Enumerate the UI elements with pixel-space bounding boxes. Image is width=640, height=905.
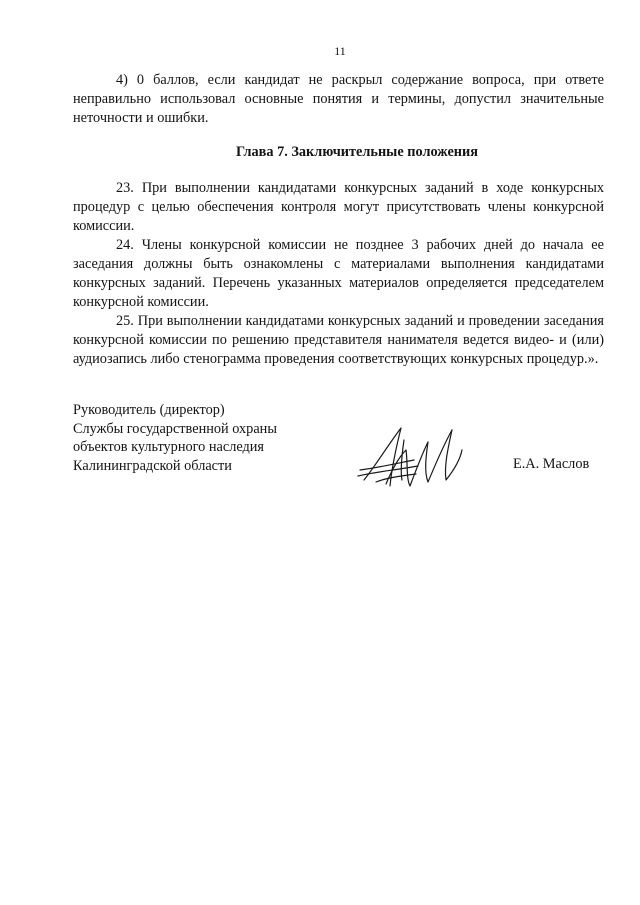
item-4-block	[73, 71, 604, 128]
signer-title-line: Руководитель (директор)	[73, 402, 225, 418]
paragraph-23: 23. При выполнении кандидатами конкурсных заданий в ходе конкурсных процедур с целью обеспечения контроля могут присутствовать члены конкурсной комиссии.	[73, 180, 604, 234]
chapter-heading: Глава 7. Заключительные положения	[235, 144, 479, 160]
paragraph-item-4: 4) 0 баллов, если кандидат не раскрыл содержание вопроса, при ответе неправильно использовал основные понятия и термины, допустил значительные неточности и ошибки.	[73, 72, 604, 126]
paragraph-24: 24. Члены конкурсной комиссии не позднее 3 рабочих дней до начала ее заседания должны быть ознакомлены с материалами выполнения кандидатами конкурсных заданий. Перечень указанных материалов определяется председателем конкурсной комиссии.	[73, 237, 604, 310]
signer-name: Е.А. Маслов	[513, 456, 590, 472]
chapter-7-body	[73, 179, 604, 369]
signer-title-line: объектов культурного наследия	[73, 439, 264, 455]
signer-title-line: Службы государственной охраны	[73, 420, 277, 437]
signer-title-line: Калининградской области	[73, 457, 232, 474]
paragraph-25: 25. При выполнении кандидатами конкурсных заданий и проведении заседания конкурсной комиссии по решению представителя нанимателя ведется видео- и (или) аудиозапись либо стенограмма проведения соответствующих конкурсных процедур.».	[73, 313, 604, 367]
handwritten-signature	[356, 420, 466, 492]
page-number: 11	[334, 44, 346, 58]
signer-title	[73, 401, 277, 475]
